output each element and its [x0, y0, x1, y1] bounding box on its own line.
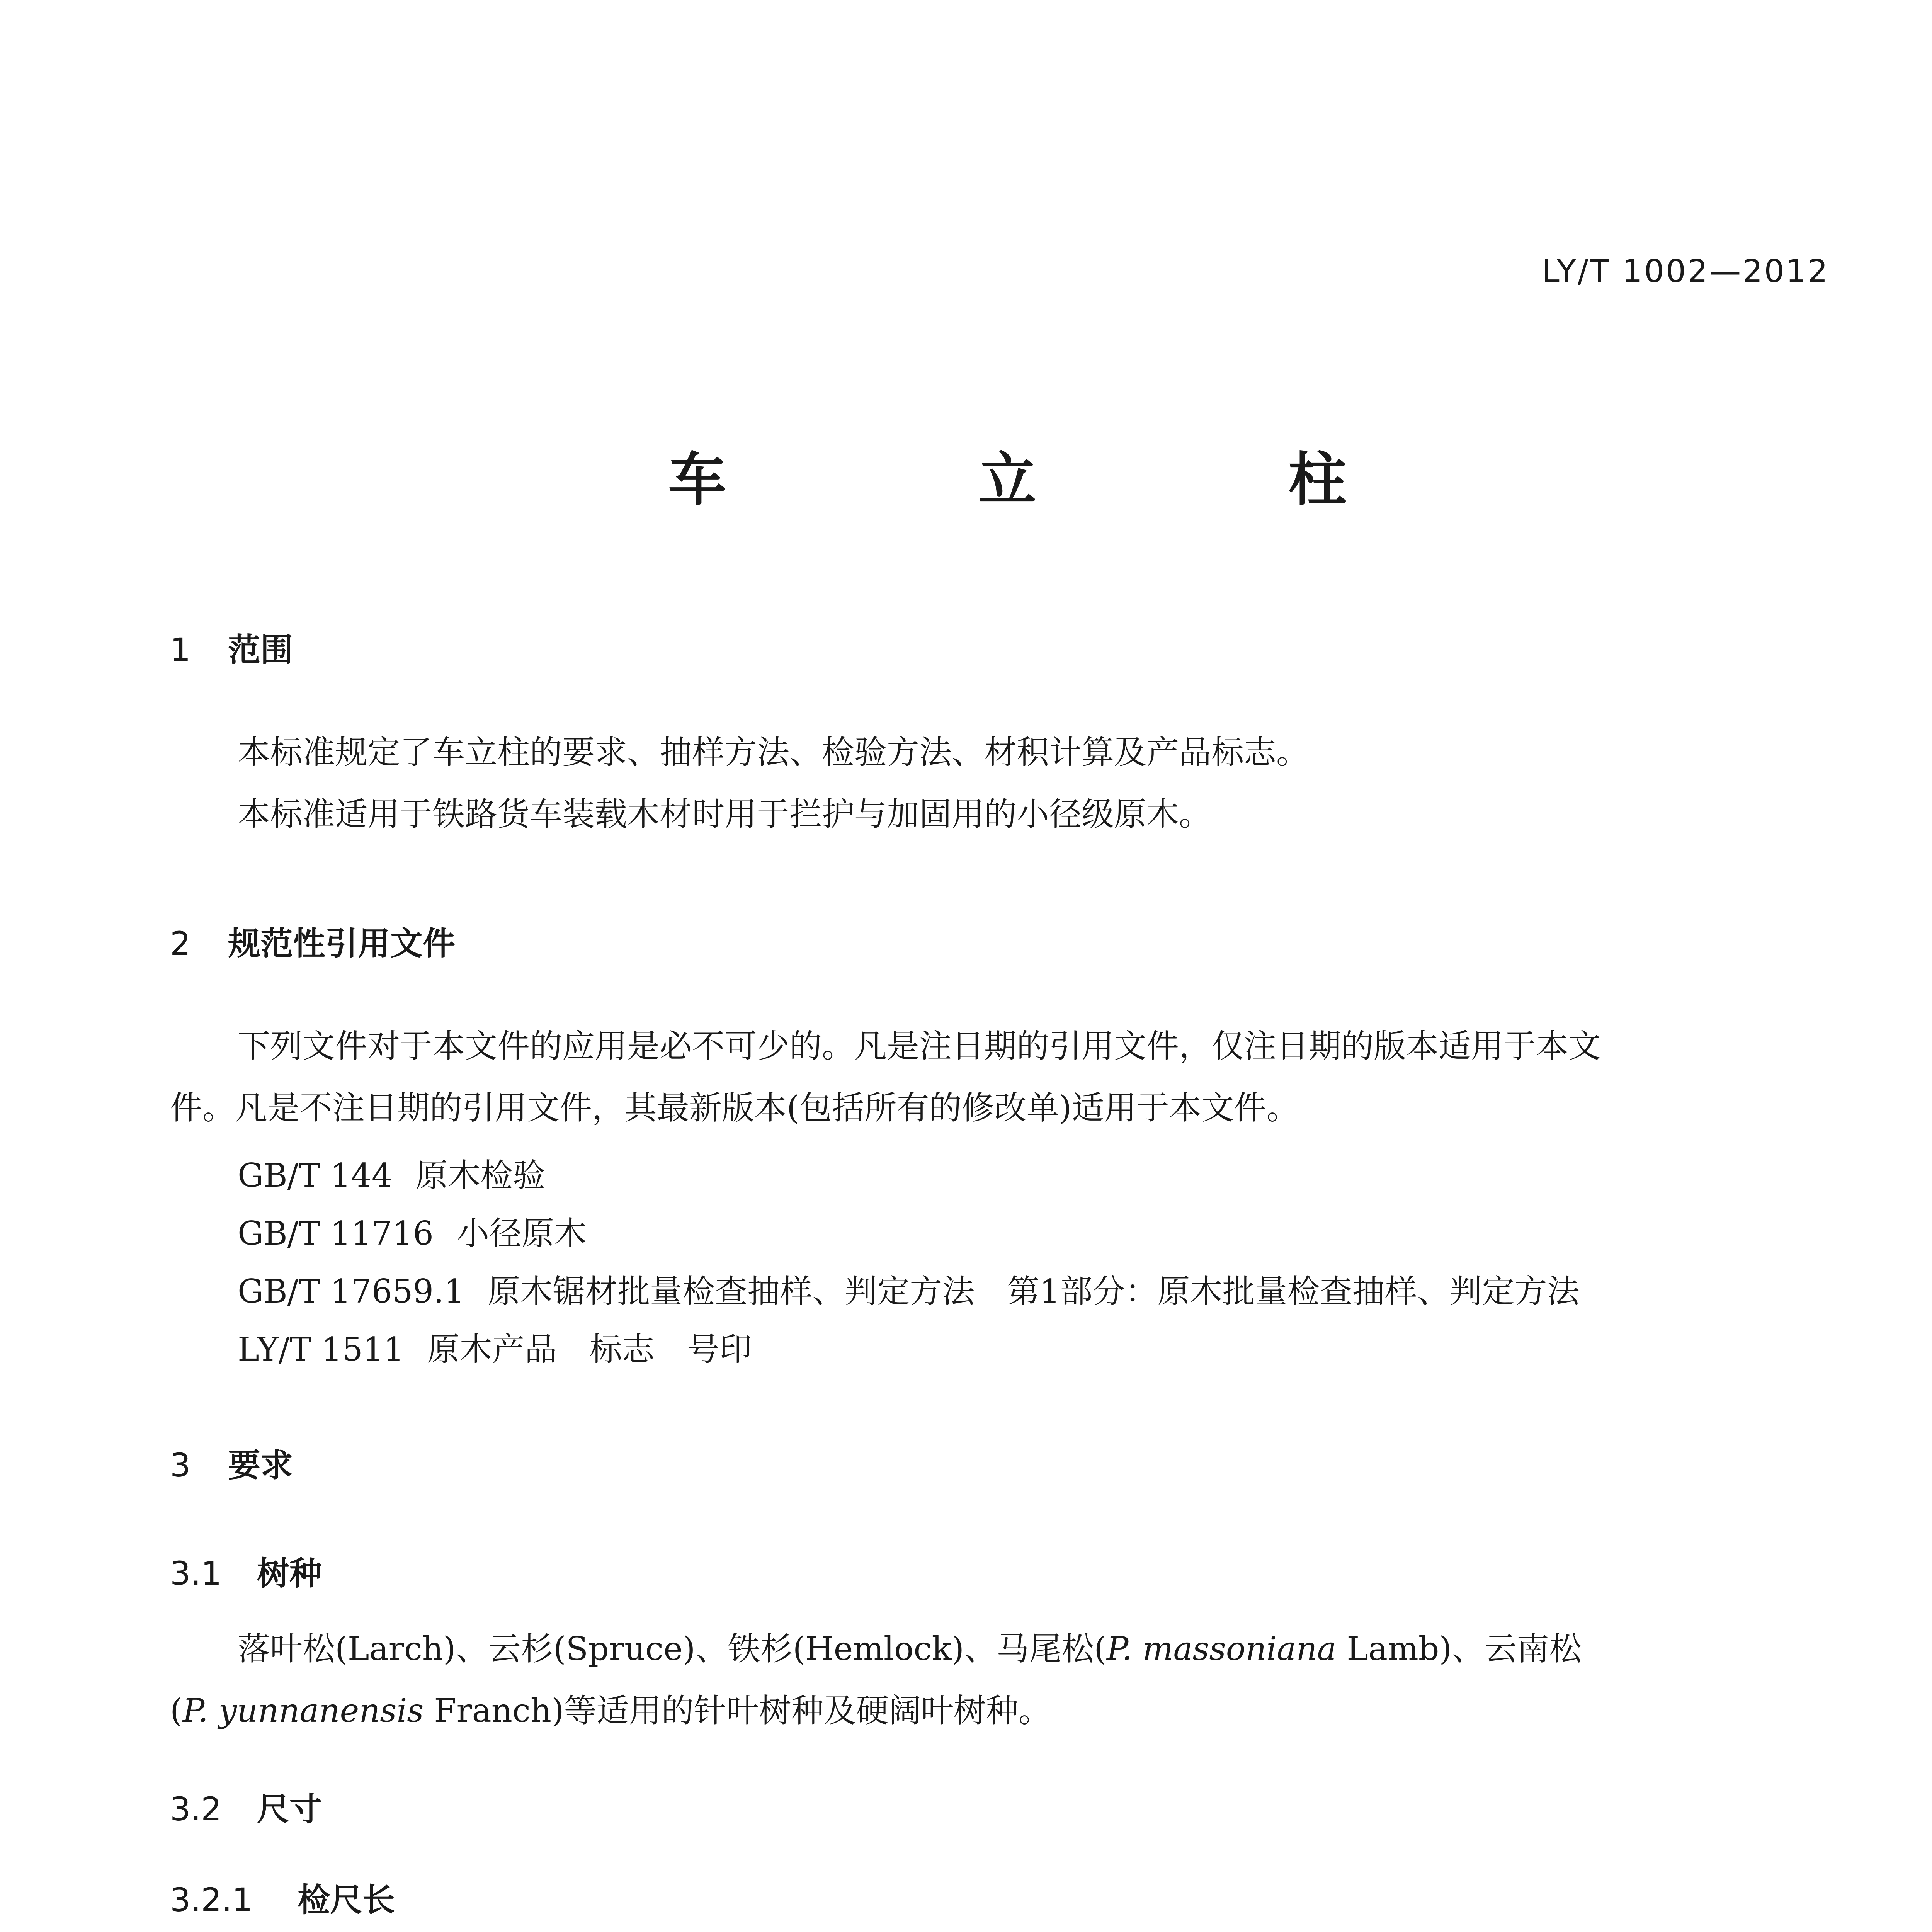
- reference-title: 原木检验: [415, 1156, 546, 1194]
- section-number: 3.2: [170, 1790, 222, 1828]
- section-title: 要求: [228, 1446, 293, 1484]
- paragraph: [238, 1630, 1582, 1668]
- section-3-1-heading: [170, 1548, 322, 1594]
- paragraph: 本标准规定了车立柱的要求、抽样方法、检验方法、材积计算及产品标志。: [238, 733, 1309, 771]
- standard-code: LY/T 1002—2012: [1541, 253, 1829, 290]
- text-run: Franch)等适用的针叶树种及硬阔叶树种。: [423, 1692, 1051, 1730]
- reference-title: 原木产品 标志 号印: [427, 1330, 752, 1368]
- paragraph-continuation: [170, 1692, 1051, 1730]
- italic-species-name: P. yunnanensis: [182, 1692, 424, 1730]
- italic-species-name: P. massoniana: [1106, 1630, 1337, 1668]
- document-title: 车 立 柱: [668, 446, 1463, 514]
- reference-code: LY/T 1511: [238, 1330, 404, 1368]
- reference-title: 小径原木: [457, 1214, 587, 1252]
- section-number: 3.2.1: [170, 1881, 253, 1919]
- text-run: Lamb)、云南松: [1336, 1630, 1582, 1668]
- section-title: 检尺长: [298, 1881, 395, 1919]
- reference-code: GB/T 144: [238, 1156, 393, 1194]
- section-title: 尺寸: [257, 1790, 322, 1828]
- reference-code: GB/T 17659.1: [238, 1272, 465, 1310]
- reference-item: [238, 1323, 752, 1370]
- paragraph-continuation: 件。凡是不注日期的引用文件，其最新版本(包括所有的修改单)适用于本文件。: [170, 1089, 1299, 1127]
- reference-title: 原木锯材批量检查抽样、判定方法 第1部分：原木批量检查抽样、判定方法: [488, 1272, 1580, 1310]
- section-3-heading: [170, 1439, 293, 1486]
- reference-item: [238, 1208, 587, 1254]
- section-title: 规范性引用文件: [228, 925, 456, 963]
- section-1-heading: [170, 624, 293, 671]
- section-3-2-heading: [170, 1783, 322, 1830]
- reference-item: [238, 1265, 1580, 1312]
- paragraph: 本标准适用于铁路货车装载木材时用于拦护与加固用的小径级原木。: [238, 795, 1212, 833]
- section-title: 范围: [228, 631, 293, 669]
- reference-item: [238, 1150, 545, 1196]
- text-run: (: [170, 1692, 183, 1730]
- section-number: 1: [170, 631, 191, 669]
- section-number: 3: [170, 1446, 191, 1484]
- section-number: 2: [170, 925, 191, 963]
- reference-code: GB/T 11716: [238, 1214, 434, 1252]
- section-number: 3.1: [170, 1554, 222, 1592]
- section-title: 树种: [257, 1554, 322, 1592]
- paragraph: 下列文件对于本文件的应用是必不可少的。凡是注日期的引用文件，仅注日期的版本适用于本文: [238, 1027, 1601, 1065]
- section-3-2-1-heading: [170, 1874, 395, 1921]
- section-2-heading: [170, 918, 455, 964]
- text-run: 落叶松(Larch)、云杉(Spruce)、铁杉(Hemlock)、马尾松(: [238, 1630, 1107, 1668]
